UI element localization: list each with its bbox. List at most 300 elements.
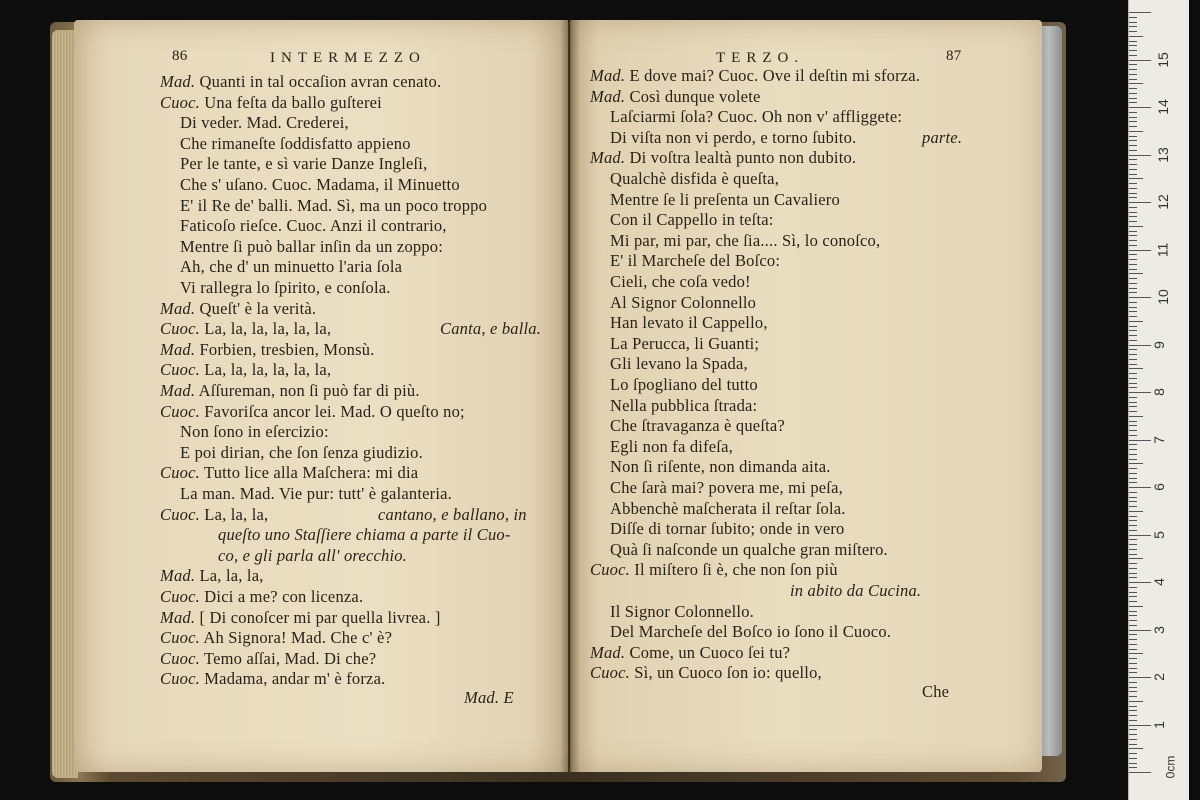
ruler-tick [1129, 373, 1137, 374]
line-text: Abbenchè maſcherata il reſtar ſola. [610, 498, 846, 518]
speaker-label: Cuoc. [590, 663, 630, 683]
text-line [160, 93, 382, 113]
ruler-tick [1129, 558, 1143, 559]
ruler-tick [1129, 12, 1151, 13]
text-line [160, 649, 376, 669]
ruler-tick [1129, 193, 1137, 194]
ruler-number: 3 [1150, 625, 1167, 634]
speaker-label: Cuoc. [160, 92, 200, 112]
line-text: Di veder. Mad. Crederei, [180, 113, 349, 133]
ruler-number: 2 [1150, 673, 1167, 681]
ruler-tick [1129, 231, 1137, 232]
line-text: Aſſureman, non ſi può far di più. [195, 381, 420, 400]
ruler-tick [1129, 292, 1137, 293]
book-gutter [560, 20, 580, 772]
text-line [610, 416, 785, 436]
ruler-tick [1129, 17, 1137, 18]
ruler-unit-label: 0cm [1163, 755, 1178, 779]
line-text: Queſt' è la verità. [195, 298, 317, 318]
ruler-tick [1129, 202, 1151, 203]
line-text: Dici a me? con licenza. [199, 587, 364, 606]
ruler-tick [1129, 164, 1137, 165]
ruler-tick [1129, 383, 1137, 384]
ruler-tick [1129, 288, 1137, 289]
line-text: Egli non fa difeſa, [610, 436, 733, 456]
text-line [160, 566, 264, 586]
ruler-number: 1 [1150, 720, 1167, 729]
text-line [610, 272, 751, 292]
ruler-tick [1129, 520, 1137, 521]
line-text: Che ſarà mai? povera me, mi peſa, [610, 478, 843, 497]
ruler-tick [1129, 278, 1137, 279]
ruler-tick [1129, 611, 1137, 612]
ruler-number: 14 [1154, 99, 1171, 115]
line-text: co, e gli parla all' orecchio. [218, 545, 408, 565]
ruler-tick [1129, 221, 1137, 222]
text-line [160, 628, 392, 648]
ruler-tick [1129, 573, 1137, 574]
ruler-tick [1129, 459, 1137, 460]
speaker-label: Mad. [590, 642, 626, 662]
ruler-tick [1129, 316, 1137, 317]
ruler-tick [1129, 734, 1137, 735]
ruler-tick [1129, 463, 1143, 464]
ruler-tick [1129, 487, 1151, 488]
ruler-tick [1129, 131, 1143, 132]
ruler-tick [1129, 354, 1137, 355]
text-line [610, 540, 888, 560]
text-line [610, 107, 902, 127]
ruler-tick [1129, 326, 1137, 327]
ruler-tick [1129, 245, 1137, 246]
line-text: in abito da Cucina. [790, 581, 922, 600]
line-text: Qualchè disfida è queſta, [610, 169, 780, 188]
ruler-tick [1129, 606, 1143, 607]
ruler-tick [1129, 696, 1137, 697]
text-line [180, 113, 349, 133]
line-text: Lo ſpogliano del tutto [610, 375, 758, 394]
ruler-tick [1129, 687, 1137, 688]
ruler-tick [1129, 620, 1137, 621]
ruler-tick [1129, 549, 1137, 550]
ruler-tick [1129, 634, 1137, 635]
line-text: La Perucca, li Guanti; [610, 333, 760, 353]
ruler-tick [1129, 64, 1137, 65]
text-line [218, 525, 511, 545]
ruler-tick [1129, 155, 1151, 156]
ruler-tick [1129, 440, 1151, 441]
line-text: Tutto lice alla Maſchera: mi dia [199, 463, 419, 483]
ruler-tick [1129, 416, 1143, 417]
ruler-tick [1129, 60, 1151, 61]
line-text: La, la, la, la, la, la, [199, 319, 332, 339]
right-page [570, 20, 1042, 772]
line-text: Del Marcheſe del Boſco io ſono il Cuoco. [610, 622, 892, 642]
text-line [610, 437, 733, 457]
text-line [180, 216, 447, 236]
line-text: Vi rallegra lo ſpirito, e conſola. [180, 278, 391, 297]
speaker-label: Mad. [590, 86, 626, 106]
left-page [74, 20, 568, 772]
ruler-tick [1129, 535, 1151, 536]
ruler-tick [1129, 50, 1137, 51]
ruler-tick [1129, 117, 1137, 118]
text-line [160, 402, 465, 422]
text-line [180, 154, 427, 174]
text-line [610, 128, 856, 148]
line-text: E dove mai? Cuoc. Ove il deſtin mi sforza. [625, 66, 921, 85]
line-text: Cieli, che coſa vedo! [610, 272, 751, 291]
speaker-label: Cuoc. [160, 669, 200, 689]
stage-direction: Canta, e balla. [440, 319, 542, 339]
ruler-number: 6 [1150, 483, 1167, 491]
line-text: La, la, la, la, la, la, [199, 360, 332, 380]
ruler-tick [1129, 720, 1137, 721]
ruler-tick [1129, 88, 1137, 89]
speaker-label: Cuoc. [160, 401, 200, 421]
ruler-tick [1129, 725, 1151, 726]
ruler-tick [1129, 615, 1137, 616]
ruler-tick [1129, 748, 1143, 749]
line-text: La man. Mad. Vie pur: tutt' è galanteria. [180, 484, 452, 503]
text-line [180, 422, 329, 442]
speaker-label: Mad. [590, 66, 626, 85]
stage-direction: parte. [922, 127, 963, 147]
text-line [160, 587, 363, 607]
ruler-tick [1129, 79, 1137, 80]
ruler-tick [1129, 449, 1137, 450]
line-text: Che s' uſano. Cuoc. Madama, il Minuetto [180, 175, 460, 194]
ruler-tick [1129, 653, 1143, 654]
ruler-tick [1129, 340, 1137, 341]
ruler-number: 13 [1154, 146, 1171, 163]
right-running-head: TERZO. [716, 50, 805, 66]
line-text: [ Di conoſcer mi par quella livrea. ] [195, 607, 441, 627]
line-text: Una feſta da ballo guſterei [199, 92, 382, 112]
ruler-tick [1129, 501, 1137, 502]
ruler-tick [1129, 663, 1137, 664]
right-page-number: 87 [946, 48, 962, 64]
text-line [160, 463, 418, 483]
ruler-tick [1129, 506, 1137, 507]
ruler-tick [1129, 121, 1137, 122]
ruler-tick [1129, 212, 1137, 213]
text-line [590, 643, 790, 663]
ruler-tick [1129, 174, 1137, 175]
text-line [610, 190, 840, 210]
text-line [610, 519, 845, 539]
text-line [610, 210, 774, 230]
ruler-tick [1129, 658, 1137, 659]
ruler-tick [1129, 739, 1137, 740]
ruler-tick [1129, 592, 1137, 593]
ruler-tick [1129, 107, 1151, 108]
ruler-tick [1129, 644, 1137, 645]
line-text: Così dunque volete [625, 86, 761, 106]
ruler-tick [1129, 41, 1137, 42]
ruler-tick [1129, 753, 1137, 754]
ruler-tick [1129, 302, 1137, 303]
line-text: Favoriſca ancor lei. Mad. O queſto no; [199, 401, 465, 421]
ruler-tick [1129, 710, 1137, 711]
text-line [180, 237, 443, 257]
ruler-tick [1129, 235, 1137, 236]
ruler-tick [1129, 554, 1137, 555]
ruler-tick [1129, 145, 1137, 146]
line-text: Non ſono in eſercizio: [180, 422, 329, 442]
speaker-label: Cuoc. [160, 628, 200, 648]
ruler-tick [1129, 45, 1137, 46]
text-line [610, 396, 757, 416]
ruler-tick [1129, 530, 1137, 531]
ruler-tick [1129, 69, 1137, 70]
ruler-tick [1129, 273, 1143, 274]
speaker-label: Mad. [160, 72, 196, 91]
ruler-tick [1129, 387, 1137, 388]
ruler-tick [1129, 706, 1137, 707]
ruler-tick [1129, 31, 1137, 32]
ruler-number: 9 [1150, 340, 1167, 349]
ruler-tick [1129, 544, 1137, 545]
line-text: Mentre ſe li preſenta un Cavaliero [610, 189, 840, 209]
text-line [160, 340, 375, 360]
ruler-tick [1129, 682, 1137, 683]
ruler-tick [1129, 672, 1137, 673]
line-text: E poi dirian, che ſon ſenza giudizio. [180, 442, 423, 462]
ruler-tick [1129, 478, 1137, 479]
ruler-number: 5 [1150, 530, 1167, 539]
speaker-label: Mad. [160, 607, 196, 627]
ruler-tick [1129, 649, 1137, 650]
ruler-tick [1129, 691, 1137, 692]
text-line [610, 169, 779, 189]
line-text: Quanti in tal occaſion avran cenato. [195, 72, 442, 91]
text-line [610, 293, 756, 313]
ruler-tick [1129, 772, 1151, 773]
ruler-tick [1129, 516, 1137, 517]
ruler-tick [1129, 259, 1137, 260]
ruler-tick [1129, 482, 1137, 483]
ruler-number: 15 [1154, 51, 1171, 68]
ruler-tick [1129, 22, 1137, 23]
text-line [790, 581, 921, 601]
measuring-ruler [1128, 0, 1189, 800]
text-line [160, 72, 441, 92]
speaker-label: Mad. [160, 298, 196, 318]
ruler-tick [1129, 763, 1137, 764]
text-line [180, 175, 460, 195]
ruler-tick [1129, 587, 1137, 588]
text-line [218, 546, 407, 566]
ruler-tick [1129, 378, 1137, 379]
text-line [160, 360, 331, 380]
line-text: Han levato il Cappello, [610, 313, 768, 333]
ruler-tick [1129, 26, 1137, 27]
ruler-tick [1129, 435, 1137, 436]
ruler-tick [1129, 178, 1143, 179]
ruler-tick [1129, 497, 1137, 498]
text-line [160, 319, 331, 339]
text-line [610, 354, 748, 374]
ruler-tick [1129, 392, 1151, 393]
ruler-tick [1129, 364, 1137, 365]
ruler-tick [1129, 468, 1137, 469]
ruler-tick [1129, 492, 1137, 493]
ruler-tick [1129, 744, 1137, 745]
ruler-tick [1129, 98, 1137, 99]
ruler-tick [1129, 715, 1137, 716]
speaker-label: Cuoc. [160, 360, 200, 380]
speaker-label: Mad. [160, 339, 196, 359]
ruler-tick [1129, 250, 1151, 251]
ruler-number: 10 [1154, 289, 1171, 305]
text-line [610, 251, 780, 271]
text-line [160, 608, 441, 628]
ruler-tick [1129, 330, 1137, 331]
line-text: Con il Cappello in teſta: [610, 210, 774, 230]
line-text: Sì, un Cuoco ſon io: quello, [629, 663, 822, 683]
ruler-tick [1129, 283, 1137, 284]
line-text: Forbien, tresbien, Monsù. [195, 339, 375, 359]
text-line [160, 505, 268, 525]
ruler-number: 7 [1150, 435, 1167, 444]
ruler-tick [1129, 269, 1137, 270]
line-text: Che rimaneſte ſoddisfatto appieno [180, 133, 411, 153]
line-text: Come, un Cuoco ſei tu? [625, 642, 791, 662]
line-text: Ah Signora! Mad. Che c' è? [199, 628, 393, 648]
text-line [590, 66, 920, 86]
ruler-number: 12 [1154, 194, 1171, 210]
line-text: Nella pubblica ſtrada: [610, 395, 758, 415]
line-text: Il Signor Colonnello. [610, 601, 754, 621]
line-text: E' il Marcheſe del Boſco: [610, 251, 781, 271]
ruler-tick [1129, 539, 1137, 540]
ruler-number: 8 [1150, 388, 1167, 396]
ruler-tick [1129, 473, 1137, 474]
line-text: La, la, la, [199, 504, 269, 524]
line-text: Non ſi riſente, non dimanda aita. [610, 457, 831, 477]
line-text: Ah, che d' un minuetto l'aria ſola [180, 257, 403, 277]
line-text: Per le tante, e sì varie Danze Ingleſi, [180, 154, 428, 174]
ruler-tick [1129, 83, 1143, 84]
ruler-tick [1129, 368, 1143, 369]
speaker-label: Mad. [160, 381, 196, 400]
ruler-tick [1129, 226, 1143, 227]
line-text: Di voſtra lealtà punto non dubito. [625, 148, 857, 168]
left-running-head: INTERMEZZO [270, 50, 426, 66]
speaker-label: Cuoc. [160, 648, 200, 668]
line-text: queſto uno Staſſiere chiama a parte il Cuo- [218, 525, 511, 545]
ruler-tick [1129, 183, 1137, 184]
text-line [610, 231, 880, 251]
text-line [590, 148, 856, 168]
ruler-number: 11 [1154, 242, 1171, 257]
ruler-tick [1129, 625, 1137, 626]
speaker-label: Cuoc. [160, 319, 200, 339]
speaker-label: Mad. [160, 566, 196, 586]
ruler-tick [1129, 397, 1137, 398]
ruler-tick [1129, 601, 1137, 602]
ruler-tick [1129, 758, 1137, 759]
text-line [160, 299, 316, 319]
speaker-label: Cuoc. [160, 463, 200, 483]
ruler-tick [1129, 126, 1137, 127]
ruler-tick [1129, 264, 1137, 265]
ruler-tick [1129, 511, 1143, 512]
ruler-tick [1129, 93, 1137, 94]
text-line [180, 484, 452, 504]
ruler-tick [1129, 577, 1137, 578]
ruler-tick [1129, 568, 1137, 569]
speaker-label: Cuoc. [160, 504, 200, 524]
ruler-tick [1129, 240, 1137, 241]
line-text: Faticoſo rieſce. Cuoc. Anzi il contrario, [180, 216, 447, 236]
text-line [180, 278, 391, 298]
ruler-tick [1129, 406, 1137, 407]
ruler-tick [1129, 74, 1137, 75]
line-text: Di viſta non vi perdo, e torno ſubito. [610, 127, 857, 147]
ruler-tick [1129, 701, 1143, 702]
ruler-tick [1129, 411, 1137, 412]
ruler-tick [1129, 150, 1137, 151]
ruler-tick [1129, 254, 1137, 255]
line-text: Il miſtero ſi è, che non ſon più [629, 560, 838, 580]
ruler-tick [1129, 216, 1137, 217]
line-text: Diſſe di tornar ſubito; onde in vero [610, 519, 845, 539]
ruler-tick [1129, 207, 1137, 208]
text-line [610, 499, 846, 519]
line-text: Che ſtravaganza è queſta? [610, 416, 785, 436]
ruler-tick [1129, 321, 1143, 322]
ruler-tick [1129, 402, 1137, 403]
text-line [610, 313, 768, 333]
text-line [180, 196, 487, 216]
ruler-tick [1129, 596, 1137, 597]
catchword: Che [922, 682, 950, 701]
ruler-tick [1129, 444, 1137, 445]
text-line [180, 443, 423, 463]
text-line [180, 257, 402, 277]
ruler-tick [1129, 630, 1151, 631]
ruler-tick [1129, 311, 1137, 312]
speaker-label: Cuoc. [160, 587, 200, 606]
ruler-number: 4 [1150, 578, 1167, 586]
ruler-tick [1129, 112, 1137, 113]
line-text: Al Signor Colonnello [610, 292, 757, 312]
line-text: Mentre ſi può ballar inſin da un zoppo: [180, 236, 444, 256]
ruler-tick [1129, 136, 1137, 137]
ruler-tick [1129, 349, 1137, 350]
ruler-tick [1129, 36, 1143, 37]
ruler-tick [1129, 729, 1137, 730]
stage-direction: cantano, e ballano, in [378, 504, 527, 524]
line-text: Madama, andar m' è forza. [199, 669, 386, 689]
ruler-tick [1129, 525, 1137, 526]
ruler-tick [1129, 668, 1137, 669]
speaker-label: Mad. [590, 148, 626, 168]
line-text: Mi par, mi par, che ſia.... Sì, lo conoſco, [610, 230, 881, 250]
ruler-tick [1129, 197, 1137, 198]
ruler-tick [1129, 767, 1137, 768]
ruler-tick [1129, 307, 1137, 308]
ruler-tick [1129, 430, 1137, 431]
ruler-tick [1129, 421, 1137, 422]
text-line [590, 663, 822, 683]
text-line [610, 622, 891, 642]
text-line [610, 334, 759, 354]
ruler-tick [1129, 425, 1137, 426]
line-text: La, la, la, [195, 566, 264, 586]
